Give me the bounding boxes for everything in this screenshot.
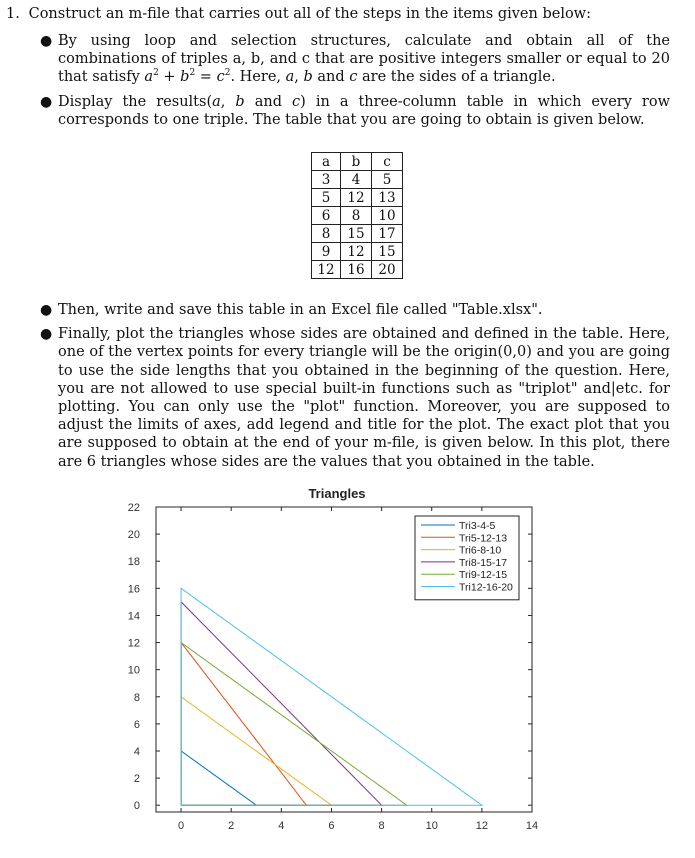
x-tick-label: 12 [475, 820, 488, 832]
eq-var-c: c [216, 69, 225, 86]
y-tick-label: 12 [127, 637, 140, 650]
bullet-icon: ● [40, 93, 53, 110]
x-tick-label: 0 [178, 820, 185, 832]
x-tick-label: 10 [425, 820, 438, 832]
cell-b: 12 [341, 243, 372, 261]
y-tick-label: 22 [127, 502, 140, 514]
table-row [312, 171, 403, 189]
header-c: c [372, 153, 403, 171]
eq-exp-a: 2 [153, 68, 159, 79]
cell-c: 13 [372, 189, 403, 207]
table-header-row [312, 153, 403, 171]
y-tick-label: 8 [133, 691, 140, 704]
item2-text: Display the results( [58, 93, 213, 110]
task-item-4 [40, 325, 670, 471]
eq-var-a: a [144, 69, 154, 86]
cell-a: 3 [312, 171, 341, 189]
x-tick-label: 2 [228, 820, 235, 832]
eq-plus: + [158, 69, 181, 86]
item2-text-2: ) in a three-column table in which every row corresponds to one triple. The table that you are going to obtain is given below. [58, 93, 671, 128]
cell-c: 17 [372, 225, 403, 243]
chart-title: Triangles [308, 486, 366, 501]
header-b: b [341, 153, 372, 171]
eq-exp-b: 2 [189, 68, 196, 79]
item1-text-2: . Here, [230, 69, 286, 86]
legend-label: Tri3-4-5 [459, 520, 496, 532]
legend-label: Tri6-8-10 [459, 544, 502, 557]
x-tick-label: 6 [328, 820, 335, 832]
x-tick-label: 14 [525, 820, 539, 832]
y-tick-label: 20 [127, 529, 140, 542]
separator: , [294, 69, 304, 86]
cell-b: 15 [341, 225, 372, 243]
legend [415, 516, 519, 600]
cell-a: 5 [312, 189, 341, 207]
bullet-icon: ● [40, 33, 53, 49]
var-a: a [285, 69, 295, 86]
y-tick-label: 14 [127, 610, 140, 623]
table-row [312, 189, 403, 207]
eq-var-b: b [180, 69, 190, 86]
cell-c: 5 [372, 171, 403, 189]
y-tick-label: 16 [127, 583, 140, 596]
cell-b: 8 [341, 207, 372, 225]
eq-exp-c: 2 [224, 68, 231, 79]
x-tick-label: 8 [378, 820, 385, 832]
var-b: b [235, 93, 245, 110]
and-text: and [312, 69, 350, 86]
legend-label: Tri8-15-17 [459, 556, 508, 569]
question-number: 1. [6, 6, 20, 22]
cell-a: 8 [312, 225, 341, 243]
var-c: c [292, 93, 301, 110]
task-item-2 [40, 93, 670, 129]
cell-b: 4 [341, 171, 372, 189]
y-tick-label: 0 [133, 800, 140, 813]
cell-a: 6 [312, 207, 341, 225]
item1-text-3: are the sides of a triangle. [357, 69, 556, 86]
y-tick-label: 18 [127, 556, 140, 569]
table-row [312, 225, 403, 243]
eq-equals: = [195, 69, 217, 86]
triangles-chart [0, 480, 695, 855]
table-row [312, 261, 403, 279]
var-a: a [212, 93, 221, 110]
var-b: b [303, 69, 313, 86]
y-tick-label: 4 [133, 746, 140, 758]
var-c: c [349, 69, 358, 86]
y-tick-label: 10 [127, 664, 140, 677]
table-row [312, 243, 403, 261]
triples-table [311, 152, 403, 279]
task-item-3 [40, 301, 670, 319]
bullet-icon: ● [40, 302, 53, 319]
item3-text: Then, write and save this table in an Excel file called "Table.xlsx". [58, 302, 543, 319]
question-title: Construct an m-file that carries out all of the steps in the items given below: [28, 6, 591, 22]
cell-b: 16 [341, 261, 372, 279]
cell-c: 15 [372, 243, 403, 261]
y-tick-label: 2 [133, 773, 140, 786]
legend-label: Tri9-12-15 [459, 569, 508, 582]
y-tick-label: 6 [133, 718, 140, 731]
cell-c: 10 [372, 207, 403, 225]
and-text: and [244, 93, 293, 110]
legend-label: Tri5-12-13 [459, 532, 508, 545]
table-row [312, 207, 403, 225]
item1-text: By using loop and selection structures, calculate and obtain all of the combinations of triples a, b, and c that are positive integers smaller or equal to 20 that satisfy [58, 33, 670, 86]
cell-b: 12 [341, 189, 372, 207]
cell-a: 12 [312, 261, 341, 279]
x-tick-label: 4 [278, 820, 285, 832]
task-item-1 [40, 32, 670, 87]
cell-a: 9 [312, 243, 341, 261]
header-a: a [312, 153, 341, 171]
bullet-icon: ● [40, 326, 53, 343]
legend-label: Tri12-16-20 [459, 581, 513, 594]
cell-c: 20 [372, 261, 403, 279]
separator: , [220, 93, 236, 110]
question-heading [6, 6, 591, 22]
item4-text: Finally, plot the triangles whose sides are obtained and defined in the table. Here, one of the vertex points for every triangle will be the origin(0,0) and you are going to use the side lengths that you obtained in the beginning of the question. Here, you are not allowed to use special built-in functions such as "triplot" and|etc. for plotting. You can only use the "plot" function. Moreover, you are supposed to adjust the limits of axes, add legend and title for the plot. The exact plot that you are supposed to obtain at the end of your m-file, is given below. In this plot, there are 6 triangles whose sides are the values that you obtained in the table. [58, 326, 670, 470]
